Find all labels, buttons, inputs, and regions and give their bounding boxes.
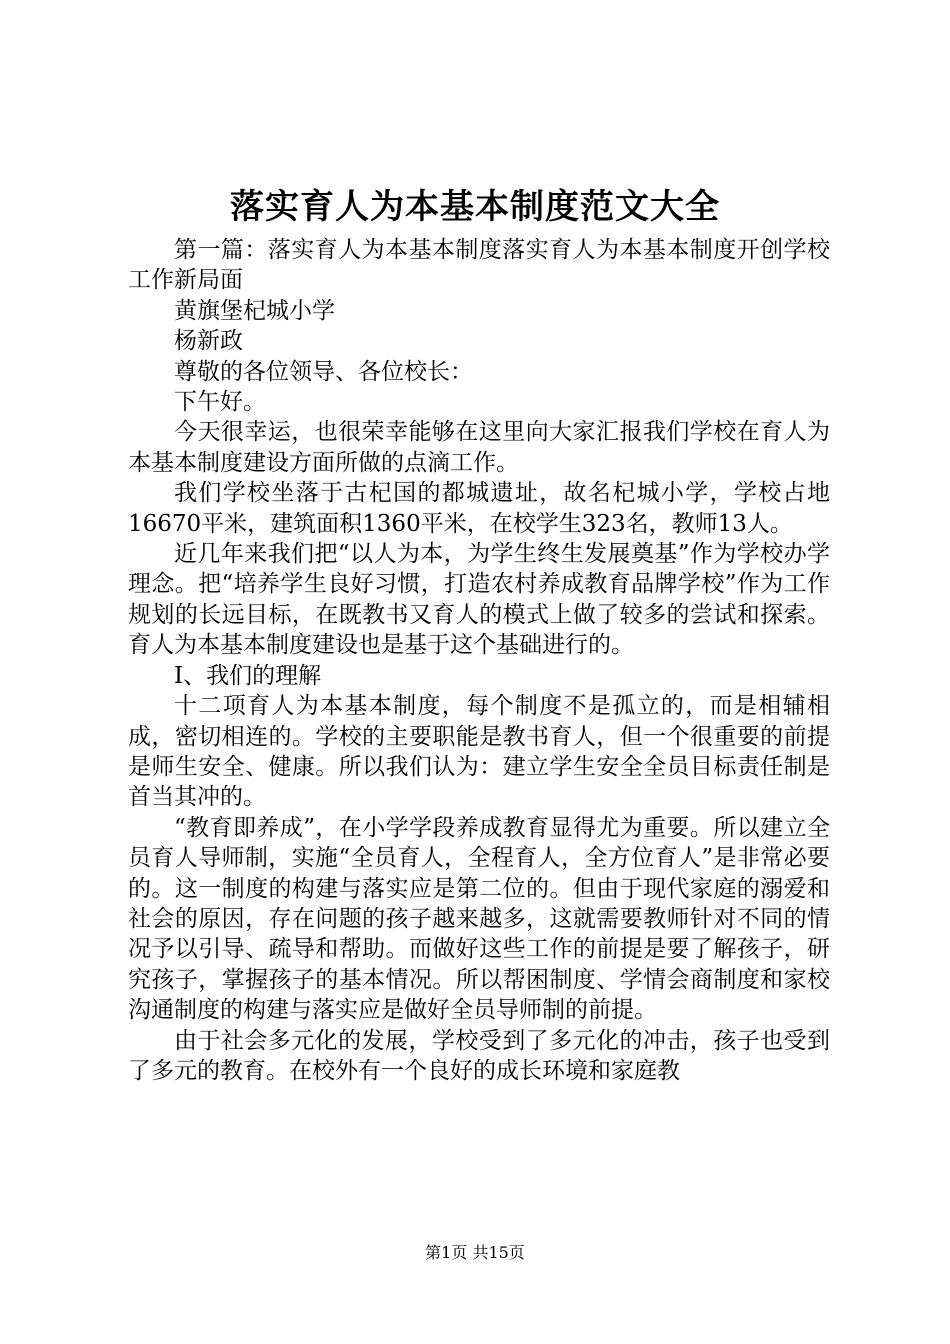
document-title: 落实育人为本基本制度范文大全 — [230, 187, 720, 227]
page-number-footer: 第1页 共15页 — [425, 1243, 525, 1262]
paragraph: 十二项育人为本基本制度，每个制度不是孤立的，而是相辅相成，密切相连的。学校的主要职能是教书育人，但一个很重要的前提是师生安全、健康。所以我们认为：建立学生安全全员目标责任制是首当其冲的。 — [128, 693, 830, 811]
paragraph: 近几年来我们把“以人为本，为学生终生发展奠基”作为学校办学理念。把“培养学生良好习惯，打造农村养成教育品牌学校”作为工作规划的长远目标，在既教书又育人的模式上做了较多的尝试和探索。育人为本基本制度建设也是基于这个基础进行的。 — [128, 541, 830, 659]
document-body — [128, 235, 830, 1086]
paragraph: 我们学校坐落于古杞国的都城遗址，故名杞城小学，学校占地16670平米，建筑面积1360平米，在校学生323名，教师13人。 — [128, 480, 830, 537]
paragraph: 第一篇：落实育人为本基本制度落实育人为本基本制度开创学校工作新局面 — [128, 237, 830, 294]
paragraph: “教育即养成”，在小学学段养成教育显得尤为重要。所以建立全员育人导师制，实施“全员育人，全程育人，全方位育人”是非常必要的。这一制度的构建与落实应是第二位的。但由于现代家庭的溺爱和社会的原因，存在问题的孩子越来越多，这就需要教师针对不同的情况予以引导、疏导和帮助。而做好这些工作的前提是要了解孩子，研究孩子，掌握孩子的基本情况。所以帮困制度、学情会商制度和家校沟通制度的构建与落实应是做好全员导师制的前提。 — [128, 814, 830, 1024]
paragraph: 杨新政 — [174, 328, 243, 355]
paragraph: 由于社会多元化的发展，学校受到了多元化的冲击，孩子也受到了多元的教育。在校外有一个良好的成长环境和家庭教 — [128, 1027, 830, 1084]
paragraph: 黄旗堡杞城小学 — [174, 297, 335, 324]
paragraph: 下午好。 — [174, 389, 266, 416]
section-heading: Ⅰ、我们的理解 — [174, 662, 322, 689]
paragraph: 今天很幸运，也很荣幸能够在这里向大家汇报我们学校在育人为本基本制度建设方面所做的点滴工作。 — [128, 419, 830, 476]
paragraph: 尊敬的各位领导、各位校长： — [174, 358, 473, 385]
